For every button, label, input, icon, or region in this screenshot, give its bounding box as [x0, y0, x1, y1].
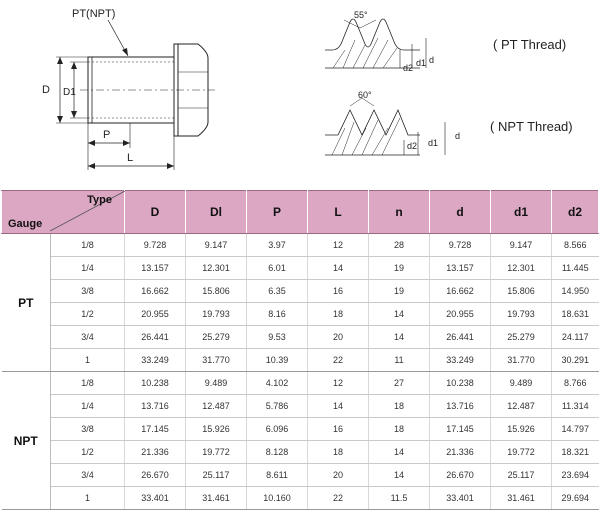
column-header: d1 — [491, 191, 552, 234]
gauge-cell: 1/2 — [51, 303, 125, 326]
table-cell: 31.770 — [186, 349, 247, 372]
table-body — [2, 234, 599, 510]
table-cell: 16 — [308, 280, 369, 303]
table-cell: 31.770 — [491, 349, 552, 372]
table-cell: 15.806 — [186, 280, 247, 303]
table-cell: 4.102 — [247, 372, 308, 395]
column-header: P — [247, 191, 308, 234]
gauge-cell: 1 — [51, 349, 125, 372]
table-cell: 17.145 — [430, 418, 491, 441]
table-cell: 19.772 — [186, 441, 247, 464]
table-cell: 29.694 — [552, 487, 599, 510]
table-cell: 3.97 — [247, 234, 308, 257]
table-cell: 14 — [369, 326, 430, 349]
table-cell: 18.631 — [552, 303, 599, 326]
table-cell: 15.806 — [491, 280, 552, 303]
dim-d1-label: D1 — [63, 87, 76, 98]
table-cell: 33.249 — [430, 349, 491, 372]
table-cell: 20 — [308, 326, 369, 349]
type-cell: PT — [2, 234, 51, 372]
pt-thread-title: ( PT Thread) — [493, 37, 567, 52]
table-cell: 14 — [308, 257, 369, 280]
table-cell: 19 — [369, 257, 430, 280]
table-cell: 8.128 — [247, 441, 308, 464]
table-cell: 6.096 — [247, 418, 308, 441]
gauge-cell: 3/4 — [51, 326, 125, 349]
table-cell: 20.955 — [430, 303, 491, 326]
table-cell: 8.766 — [552, 372, 599, 395]
table-cell: 18 — [308, 303, 369, 326]
table-row — [2, 280, 599, 303]
table-cell: 14 — [369, 464, 430, 487]
dimension-table-wrap — [1, 190, 598, 510]
type-cell: NPT — [2, 372, 51, 510]
column-header: Dl — [186, 191, 247, 234]
table-cell: 11.5 — [369, 487, 430, 510]
npt-angle-label: 60° — [358, 90, 372, 100]
column-header: L — [308, 191, 369, 234]
table-cell: 12.301 — [491, 257, 552, 280]
table-cell: 14 — [369, 441, 430, 464]
table-cell: 10.39 — [247, 349, 308, 372]
gauge-cell: 1/8 — [51, 234, 125, 257]
table-row — [2, 441, 599, 464]
npt-thread-title: ( NPT Thread) — [490, 119, 573, 134]
table-cell: 9.147 — [186, 234, 247, 257]
gauge-header-label: Gauge — [8, 218, 43, 230]
table-cell: 18.321 — [552, 441, 599, 464]
dim-d-label: D — [42, 84, 50, 96]
table-cell: 15.926 — [491, 418, 552, 441]
table-cell: 33.249 — [125, 349, 186, 372]
table-cell: 19.793 — [186, 303, 247, 326]
table-cell: 11.314 — [552, 395, 599, 418]
table-cell: 30.291 — [552, 349, 599, 372]
table-cell: 20.955 — [125, 303, 186, 326]
table-row — [2, 395, 599, 418]
table-cell: 21.336 — [430, 441, 491, 464]
table-cell: 13.157 — [430, 257, 491, 280]
table-cell: 14.797 — [552, 418, 599, 441]
table-cell: 25.117 — [491, 464, 552, 487]
table-cell: 28 — [369, 234, 430, 257]
dim-p-label: P — [103, 129, 111, 141]
column-header: d — [430, 191, 491, 234]
table-row — [2, 257, 599, 280]
gauge-cell: 1/2 — [51, 441, 125, 464]
type-header-label: Type — [87, 194, 112, 206]
table-cell: 18 — [369, 395, 430, 418]
table-cell: 9.728 — [430, 234, 491, 257]
table-row — [2, 234, 599, 257]
table-cell: 18 — [308, 441, 369, 464]
table-cell: 9.489 — [186, 372, 247, 395]
npt-thread-profile — [325, 98, 445, 155]
table-cell: 13.716 — [430, 395, 491, 418]
table-row — [2, 418, 599, 441]
thread-drawing — [0, 0, 600, 180]
table-cell: 14.950 — [552, 280, 599, 303]
gauge-cell: 1/4 — [51, 257, 125, 280]
table-cell: 11.445 — [552, 257, 599, 280]
table-cell: 24.117 — [552, 326, 599, 349]
gauge-cell: 3/4 — [51, 464, 125, 487]
dimension-table — [1, 190, 599, 510]
type-gauge-header — [2, 191, 125, 234]
table-cell: 26.670 — [430, 464, 491, 487]
table-cell: 25.279 — [491, 326, 552, 349]
table-cell: 6.01 — [247, 257, 308, 280]
gauge-cell: 3/8 — [51, 418, 125, 441]
pt-d-label: d — [429, 55, 435, 65]
table-cell: 12.487 — [186, 395, 247, 418]
gauge-cell: 1 — [51, 487, 125, 510]
table-cell: 25.279 — [186, 326, 247, 349]
table-row — [2, 372, 599, 395]
table-cell: 33.401 — [430, 487, 491, 510]
table-cell: 5.786 — [247, 395, 308, 418]
table-cell: 14 — [369, 303, 430, 326]
table-cell: 27 — [369, 372, 430, 395]
table-cell: 12.301 — [186, 257, 247, 280]
table-cell: 23.694 — [552, 464, 599, 487]
npt-d-label: d — [455, 131, 461, 141]
table-row — [2, 326, 599, 349]
table-cell: 16 — [308, 418, 369, 441]
table-cell: 31.461 — [491, 487, 552, 510]
npt-d2-label: d2 — [407, 141, 418, 151]
table-cell: 19.793 — [491, 303, 552, 326]
table-cell: 33.401 — [125, 487, 186, 510]
table-cell: 17.145 — [125, 418, 186, 441]
dim-l-label: L — [127, 152, 134, 164]
table-cell: 22 — [308, 487, 369, 510]
table-cell: 20 — [308, 464, 369, 487]
gauge-cell: 1/8 — [51, 372, 125, 395]
table-row — [2, 349, 599, 372]
table-cell: 26.441 — [125, 326, 186, 349]
npt-d1-label: d1 — [428, 138, 439, 148]
table-cell: 15.926 — [186, 418, 247, 441]
table-row — [2, 303, 599, 326]
table-cell: 10.238 — [125, 372, 186, 395]
table-cell: 9.489 — [491, 372, 552, 395]
table-cell: 9.728 — [125, 234, 186, 257]
table-cell: 10.238 — [430, 372, 491, 395]
table-row — [2, 487, 599, 510]
table-cell: 25.117 — [186, 464, 247, 487]
pt-d2-label: d2 — [403, 63, 414, 73]
column-header: d2 — [552, 191, 599, 234]
table-cell: 9.53 — [247, 326, 308, 349]
gauge-cell: 3/8 — [51, 280, 125, 303]
table-cell: 21.336 — [125, 441, 186, 464]
pt-thread-profile — [325, 19, 426, 68]
table-header-row — [2, 191, 599, 234]
table-cell: 19.772 — [491, 441, 552, 464]
table-cell: 16.662 — [125, 280, 186, 303]
table-cell: 9.147 — [491, 234, 552, 257]
table-cell: 19 — [369, 280, 430, 303]
table-cell: 10.160 — [247, 487, 308, 510]
dimension-arrows — [57, 48, 174, 169]
table-row — [2, 464, 599, 487]
table-cell: 13.157 — [125, 257, 186, 280]
table-cell: 16.662 — [430, 280, 491, 303]
column-header: n — [369, 191, 430, 234]
table-cell: 22 — [308, 349, 369, 372]
table-cell: 12.487 — [491, 395, 552, 418]
table-cell: 6.35 — [247, 280, 308, 303]
column-header: D — [125, 191, 186, 234]
pt-d1-label: d1 — [416, 58, 427, 68]
table-cell: 12 — [308, 372, 369, 395]
pt-angle-label: 55° — [354, 10, 368, 20]
table-cell: 13.716 — [125, 395, 186, 418]
table-cell: 12 — [308, 234, 369, 257]
gauge-cell: 1/4 — [51, 395, 125, 418]
table-cell: 11 — [369, 349, 430, 372]
thread-callout-label: PT(NPT) — [72, 8, 116, 20]
table-cell: 8.16 — [247, 303, 308, 326]
table-cell: 14 — [308, 395, 369, 418]
table-cell: 26.441 — [430, 326, 491, 349]
fitting-drawing — [56, 20, 215, 170]
table-cell: 18 — [369, 418, 430, 441]
table-cell: 8.611 — [247, 464, 308, 487]
table-cell: 31.461 — [186, 487, 247, 510]
table-cell: 8.566 — [552, 234, 599, 257]
table-cell: 26.670 — [125, 464, 186, 487]
